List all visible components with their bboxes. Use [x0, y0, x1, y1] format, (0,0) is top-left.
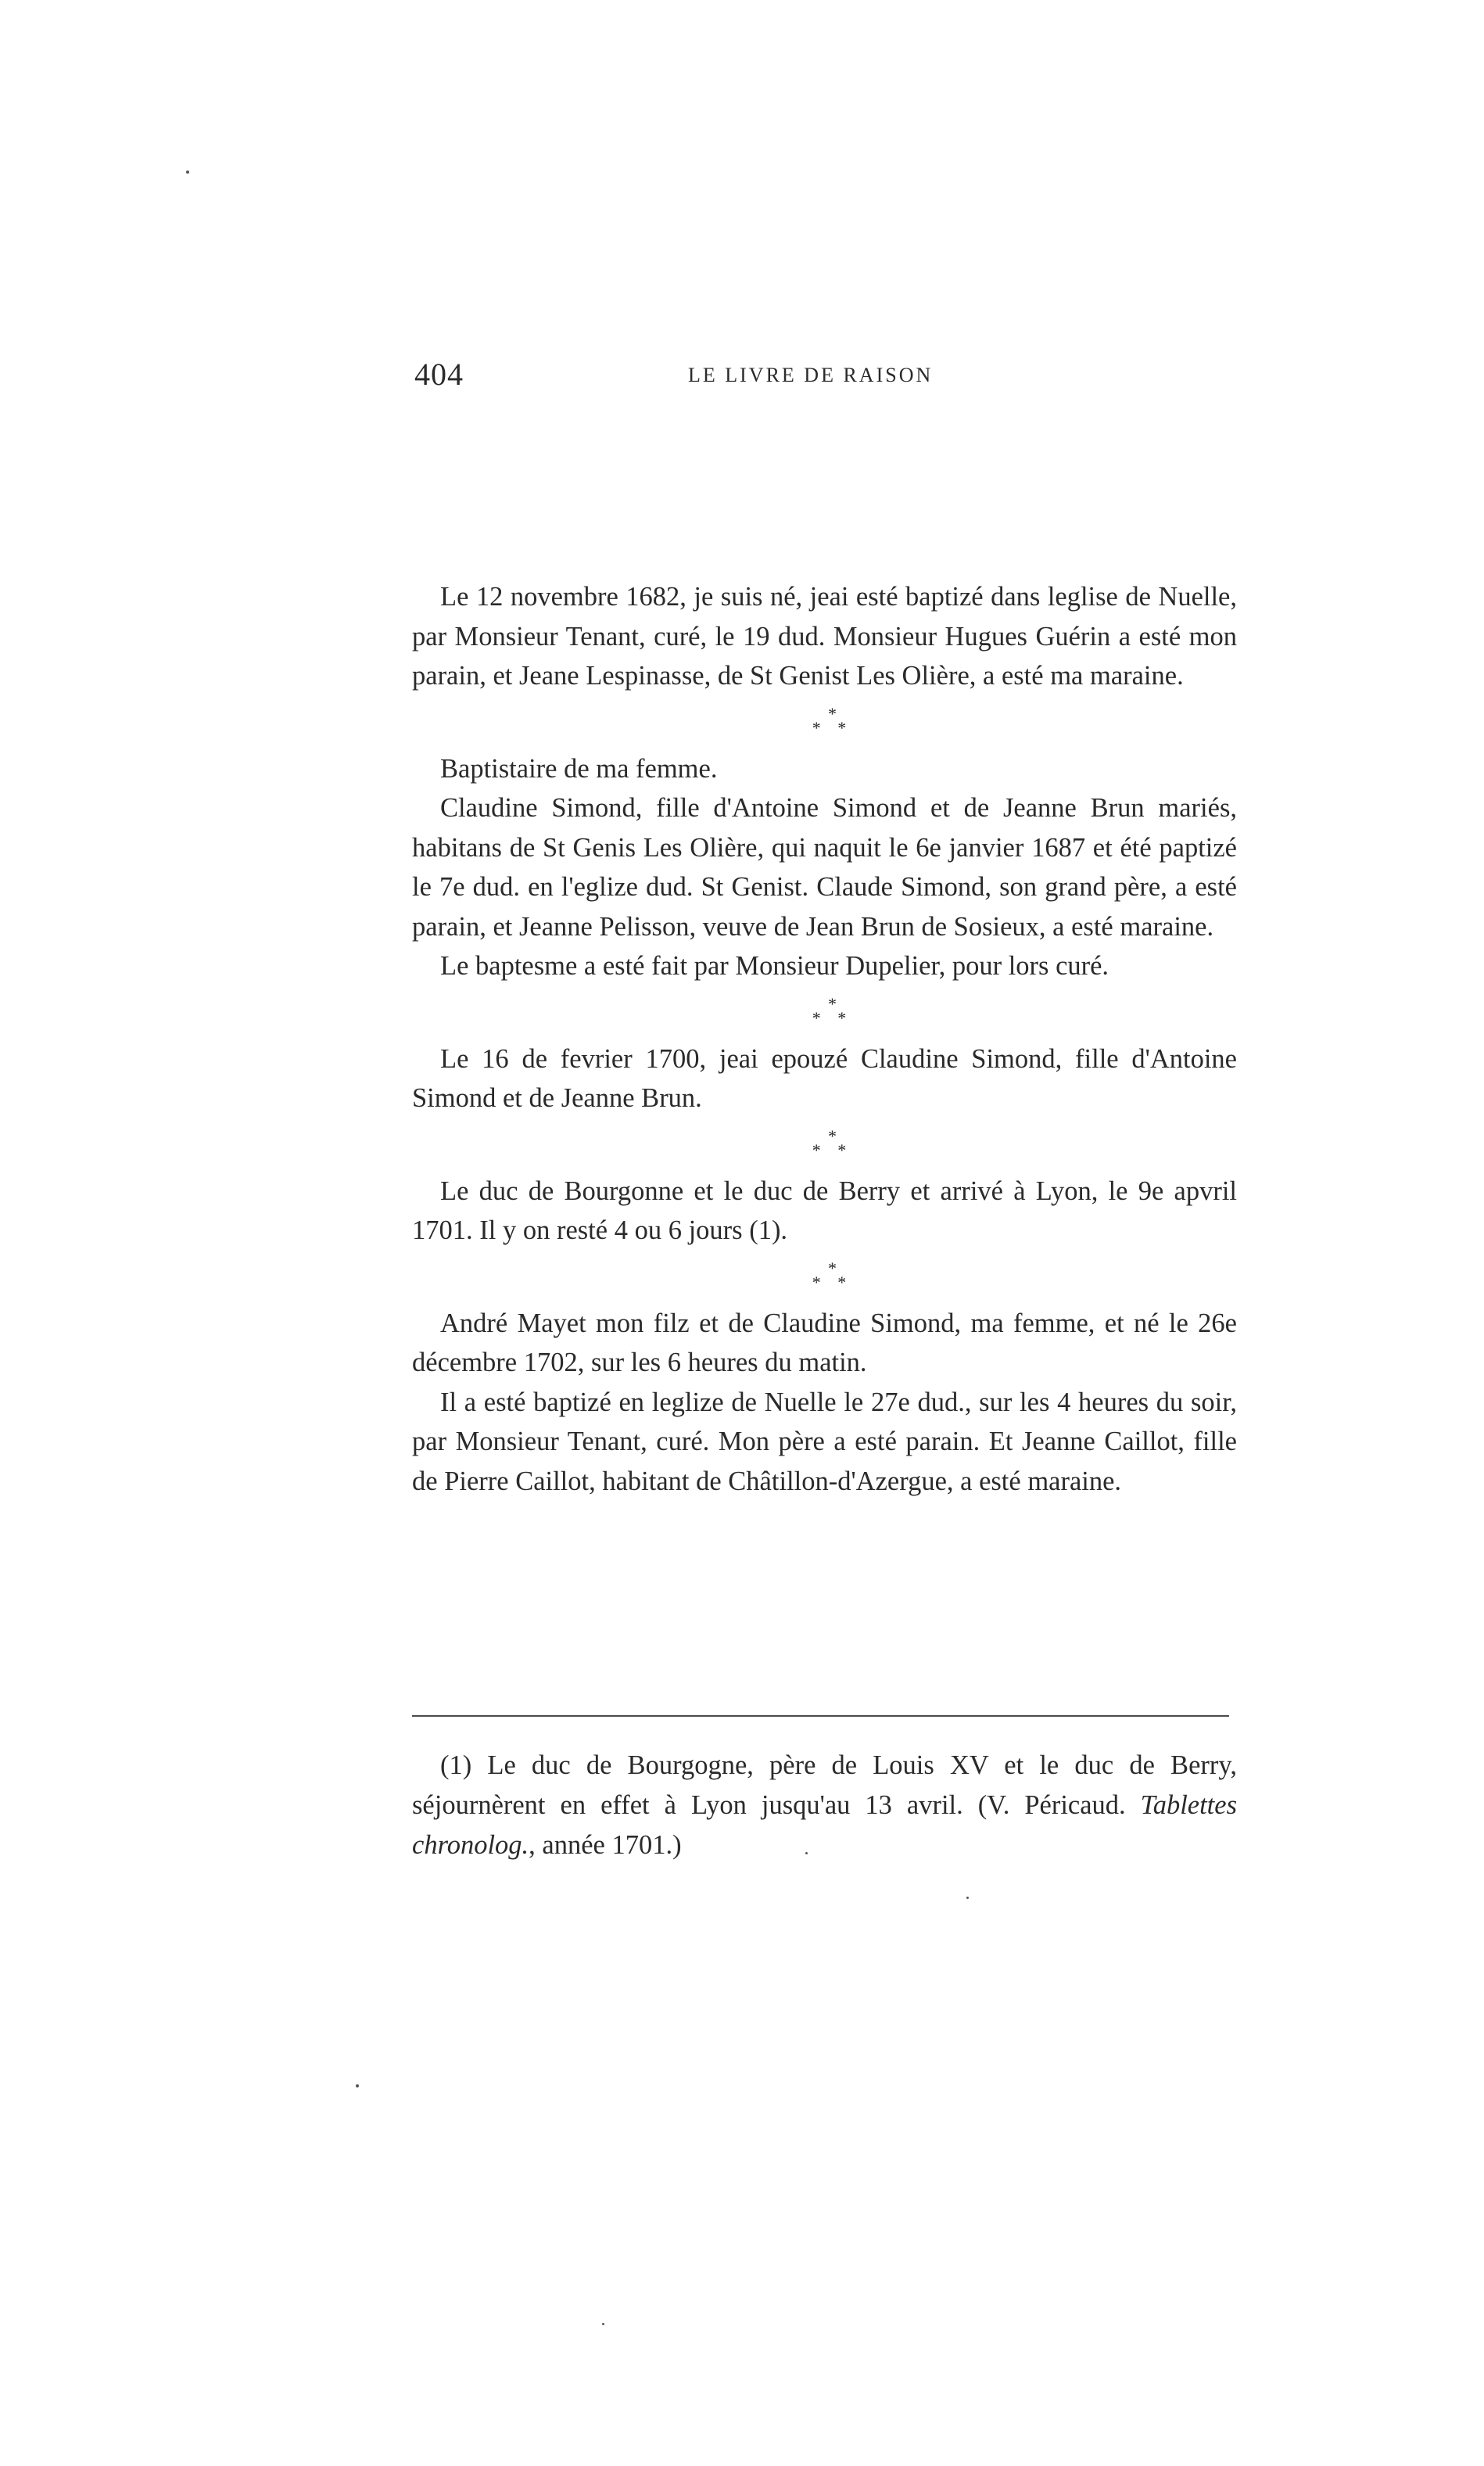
entry-marriage: Le 16 de fevrier 1700, jeai epouzé Claudine Simond, fille d'Antoine Simond et de Jeanne Brun. [412, 1043, 1237, 1113]
entry-wife-title: Baptistaire de ma femme. [440, 753, 718, 784]
separator-star-bottom: * * [812, 1140, 853, 1160]
separator-star-bottom: * * [812, 1007, 853, 1028]
separator-star-bottom: * * [812, 717, 853, 738]
separator-star-top: * [828, 1258, 837, 1278]
paper-speck [966, 1897, 969, 1899]
entry-son-baptism: Il a esté baptizé en leglize de Nuelle le 27e dud., sur les 4 heures du soir, par Monsieur Tenant, curé. Mon père a esté parain. Et Jeanne Caillot, fille de Pierre Caillot, habitant de Châtillon-d'Azergue, a esté maraine. [412, 1387, 1237, 1496]
separator-star-bottom: * * [812, 1272, 853, 1292]
page-header [414, 356, 1235, 395]
entry-wife-baptism: Le baptesme a esté fait par Monsieur Dupelier, pour lors curé. [440, 951, 1109, 981]
footnote-text [412, 1746, 1237, 1865]
footnote-tail: , année 1701.) [529, 1830, 682, 1860]
paper-speck [602, 2323, 604, 2325]
page-number: 404 [414, 357, 464, 392]
section-separator [420, 986, 1245, 1039]
section-separator [420, 696, 1245, 749]
separator-star-top: * [828, 703, 837, 723]
main-text [412, 577, 1237, 1501]
entry-wife-body: Claudine Simond, fille d'Antoine Simond et de Jeanne Brun mariés, habitans de St Genis Les Olière, qui naquit le 6e janvier 1687 et été paptizé le 7e dud. en l'eglize dud. St Genist. Claude Simond, son grand père, a esté parain, et Jeanne Pelisson, veuve de Jean Brun de Sosieux, a esté maraine. [412, 793, 1237, 942]
separator-star-top: * [828, 1125, 837, 1146]
entry-son-birth: André Mayet mon filz et de Claudine Simond, ma femme, et né le 26e décembre 1702, sur les 6 heures du matin. [412, 1308, 1237, 1377]
section-separator [420, 1251, 1245, 1304]
paper-speck [805, 1852, 808, 1854]
footnote-divider [412, 1715, 1229, 1717]
footnote [412, 1746, 1237, 1865]
footnote-main: (1) Le duc de Bourgogne, père de Louis XV et le duc de Berry, séjournèrent en effet à Lyon jusqu'au 13 avril. (V. Péricaud. [412, 1750, 1237, 1820]
separator-star-top: * [828, 993, 837, 1014]
paper-speck [186, 171, 189, 174]
running-title: LE LIVRE DE RAISON [688, 364, 934, 386]
entry-birth: Le 12 novembre 1682, je suis né, jeai esté baptizé dans leglise de Nuelle, par Monsieur Tenant, curé, le 19 dud. Monsieur Hugues Guérin a esté mon parain, et Jeane Lespinasse, de St Genist Les Olière, a esté ma maraine. [412, 582, 1237, 691]
footnote-work-title: Tablettes chronolog. [412, 1790, 1237, 1860]
section-separator [420, 1118, 1245, 1172]
entry-dukes: Le duc de Bourgonne et le duc de Berry et arrivé à Lyon, le 9e apvril 1701. Il y on resté 4 ou 6 jours (1). [412, 1176, 1237, 1245]
paper-speck [356, 2084, 359, 2087]
